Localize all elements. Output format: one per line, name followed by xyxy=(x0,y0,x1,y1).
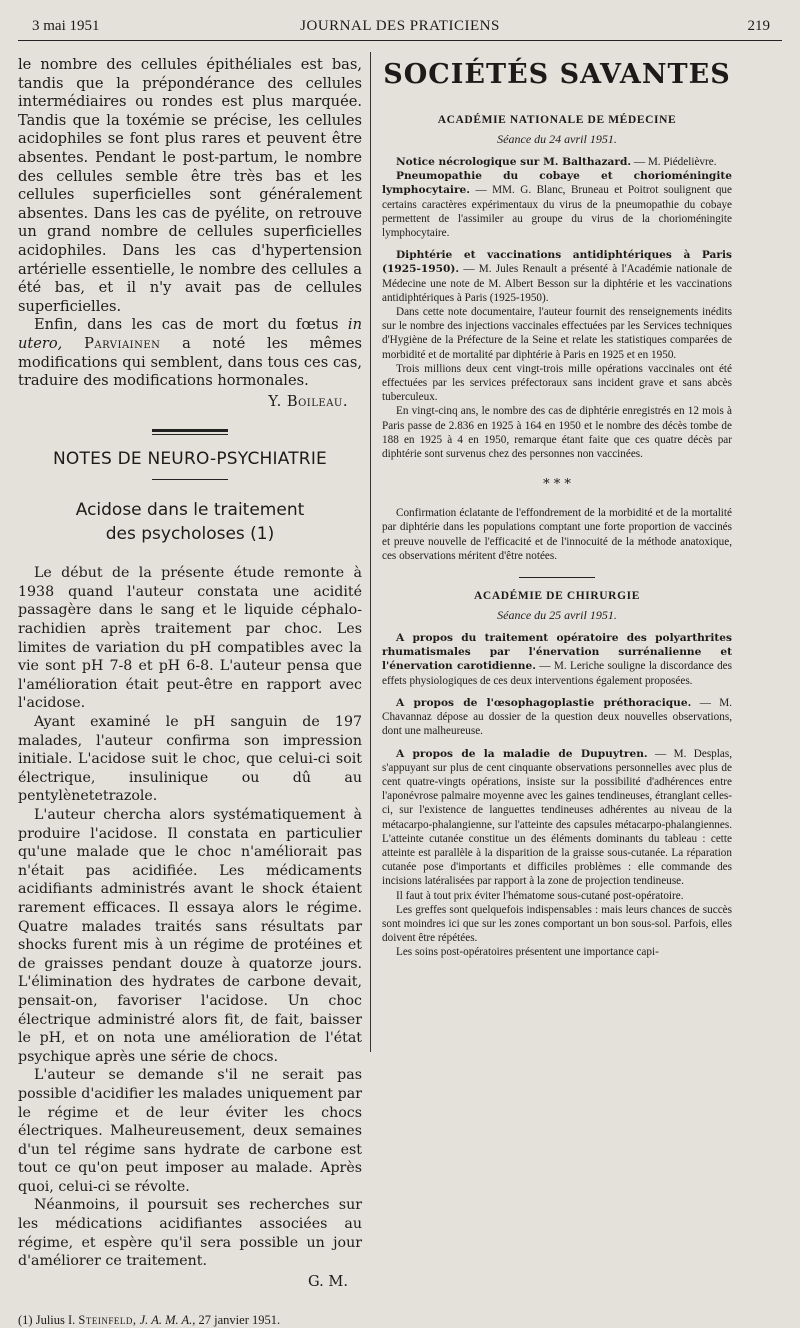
notice-item: A propos de la maladie de Dupuytren. — M. Desplas, s'appuyant sur plus de cent cinquante observations personnelles avec plus de cent quatre-vingts opérations, insiste sur la possibilité d'adhérences entre l'aponévrose palmaire moyenne avec les gaines tendineuses, étranglant celles-ci, sur l'existence de languettes tendineuses adhérentes au niveau de la métacarpo-phalangienne, sur l'atteinte des capsules métacarpo-phalangiennes. L'atteinte cutanée constitue un des éléments dominants du tableau : cette atteinte est parallèle à la disparition de la graisse sous-cutanée. La réparation cutanée pose d'importants et difficiles problèmes : elle commande des incisions latéralisées par rapport à la zone de projection tendineuse. xyxy=(382,747,733,888)
academy-heading-medecine: ACADÉMIE NATIONALE DE MÉDECINE xyxy=(437,114,677,126)
societes-savantes-title: SOCIÉTÉS SAVANTES xyxy=(383,59,731,90)
body-paragraph: Les soins post-opératoires présentent une importance capi- xyxy=(396,946,659,959)
article-title: Acidose dans le traitement des psycholoses (1) xyxy=(75,500,305,545)
running-header xyxy=(18,14,782,41)
signature-boileau: Y. Boileau. xyxy=(268,392,348,410)
article-paragraph: Le début de la présente étude remonte à 1938 quand l'auteur constata une acidité passagère dans le sang et le liquide céphalo-rachidien après traitement par choc. Les limites de variation du pH compatibles avec la vie sont pH 7-8 et pH 6-8. L'auteur pensa que l'amélioration était peut-être en rapport avec l'acidose. xyxy=(18,565,362,712)
body-paragraph: En vingt-cinq ans, le nombre des cas de diphtérie enregistrés en 12 mois à Paris passe de 2.836 en 1925 à 164 en 1950 et le nombre des décès tombe de 188 en 1925 à 4 en 1950, remarque étant faite que ces quatre décès par diphtérie sont survenus chez des personnes non vaccinées. xyxy=(382,405,732,461)
article-paragraph: Ayant examiné le pH sanguin de 197 malades, l'auteur confirma son impression initiale. L'acidose suit le choc, que celui-ci soit électrique, insulinique ou dû au pentylènetetrazole. xyxy=(18,714,362,805)
header-page-number: 219 xyxy=(747,18,770,34)
article-paragraph: L'auteur se demande s'il ne serait pas possible d'acidifier les malades uniquement par le régime et de leur éviter les chocs électriques. Malheureusement, deux semaines d'un tel régime sans hydrate de carbone est tout ce qu'on peut imposer au malade. Après quoi, celui-ci se révolte. xyxy=(18,1067,362,1195)
notice-item: Pneumopathie du cobaye et chorioméningite lymphocytaire. — MM. G. Blanc, Bruneau et Poitrot soulignent que certains caractères expérimentaux du virus de la pneumopathie du cobaye permettent de l'assimiler au groupe du virus de la chorioméningite lymphocytaire. xyxy=(382,170,732,240)
notice-item: Notice nécrologique sur M. Balthazard. — M. Piédelièvre. xyxy=(396,156,717,168)
body-paragraph: Il faut à tout prix éviter l'hématome sous-cutané post-opératoire. xyxy=(396,889,684,902)
body-paragraph: Confirmation éclatante de l'effondrement de la morbidité et de la mortalité par diphtérie dans les populations comptant une forte proportion de vaccinés et preuve nouvelle de l'efficacité et de l'innocuité de la méthode anatoxique, ces observations méritent d'être notées. xyxy=(382,507,732,562)
seance-date: Séance du 25 avril 1951. xyxy=(497,608,617,623)
asterism: * * * xyxy=(543,477,571,493)
seance-date: Séance du 24 avril 1951. xyxy=(497,132,617,146)
notice-item: A propos de l'œsophagoplastie préthoracique. — M. Chavannaz dépose au dossier de la question deux nouvelles observations, dont une malheureuse. xyxy=(382,696,733,738)
footnote: (1) Julius I. Steinfeld, J. A. M. A., 27 janvier 1951. xyxy=(18,1313,281,1328)
body-paragraph: Les greffes sont quelquefois indispensables : mais leurs chances de succès sont moindres ici que sur les zones comportant un bon sous-sol. Parfois, elles doivent être répétées. xyxy=(382,903,732,945)
notice-item: A propos du traitement opératoire des polyarthrites rhumatismales par l'énervation surrénalienne et l'énervation carotidienne. — M. Leriche souligne la discordance des effets physiologiques de ces deux interventions également proposées. xyxy=(382,632,733,687)
header-journal-name: JOURNAL DES PRATICIENS xyxy=(300,18,500,34)
section-rule xyxy=(152,429,228,435)
academy-heading-chirurgie: ACADÉMIE DE CHIRURGIE xyxy=(474,590,640,603)
article-signature: G. M. xyxy=(308,1272,348,1290)
article-paragraph: Néanmoins, il poursuit ses recherches sur les médications acidifiantes associées au régime, et espère qu'il sera possible un jour d'améliorer ce traitement. xyxy=(18,1197,362,1270)
body-paragraph: Trois millions deux cent vingt-trois mille opérations vaccinales ont été effectuées par les services préfectoraux sans incident grave et sans abcès tuberculeux. xyxy=(382,362,732,404)
author-name: Parviainen xyxy=(84,334,161,352)
enfin-paragraph: Enfin, dans les cas de mort du fœtus in utero, Parviainen a noté les mêmes modifications qui semblent, dans tous ces cas, traduire des modifications hormonales. xyxy=(18,316,363,390)
body-paragraph: Dans cette note documentaire, l'auteur fournit des renseignements inédits sur le nombre des injections vaccinales effectuées par les Services techniques d'Hygiène de la Préfecture de la Seine et relate les statistiques comparées de morbidité et de mortalité par diphtérie à Paris en 1925 et en 1950. xyxy=(382,306,732,361)
article-paragraph: L'auteur chercha alors systématiquement à produire l'acidose. Il constata en particulier qu'une malade que le choc n'améliorait pas n'était pas acidifiée. Les médicaments acidifiants administrés avant le shock étaient rarement efficaces. Il essaya alors le régime. Quatre malades traités sans résultats par shocks furent mis à un régime de protéines et de graisses pendant douze à quatorze jours. L'élimination des hydrates de carbone devait, pensait-on, favoriser l'acidose. Un choc électrique administré alors fit, de fait, baisser le pH, et on nota une amélioration de l'état psychique après une série de chocs. xyxy=(18,807,362,1065)
header-date: 3 mai 1951 xyxy=(32,18,100,34)
article-body xyxy=(18,564,362,1291)
section-rule-thin xyxy=(152,479,228,480)
left-column xyxy=(18,56,363,1328)
separator-rule xyxy=(519,577,595,578)
column-divider xyxy=(370,52,371,1052)
continued-paragraph: le nombre des cellules épithéliales est bas, tandis que la prépondérance des cellules intermédiaires ou rondes est plus marquée. Tandis que la toxémie se précise, les cellules acidophiles se font plus rares et peuvent être absentes. Pendant le post-partum, le nombre des cellules semble être très bas et les cellules superficielles sont généralement absentes. Dans les cas de pyélite, on retrouve un grand nombre de cellules superficielles acidophiles. Dans les cas d'hypertension artérielle essentielle, le nombre des cellules a été bas, et il n'y avait pas de cellules superficielles. xyxy=(18,56,362,315)
right-column xyxy=(382,56,732,1056)
section-title: NOTES DE NEURO-PSYCHIATRIE xyxy=(53,449,327,470)
notice-item: Diphtérie et vaccinations antidiphtériques à Paris (1925-1950). — M. Jules Renault a présenté à l'Académie nationale de Médecine une note de M. Albert Besson sur la diphtérie et les vaccinations antidiphtériques à Paris (1925-1950). xyxy=(382,249,733,304)
